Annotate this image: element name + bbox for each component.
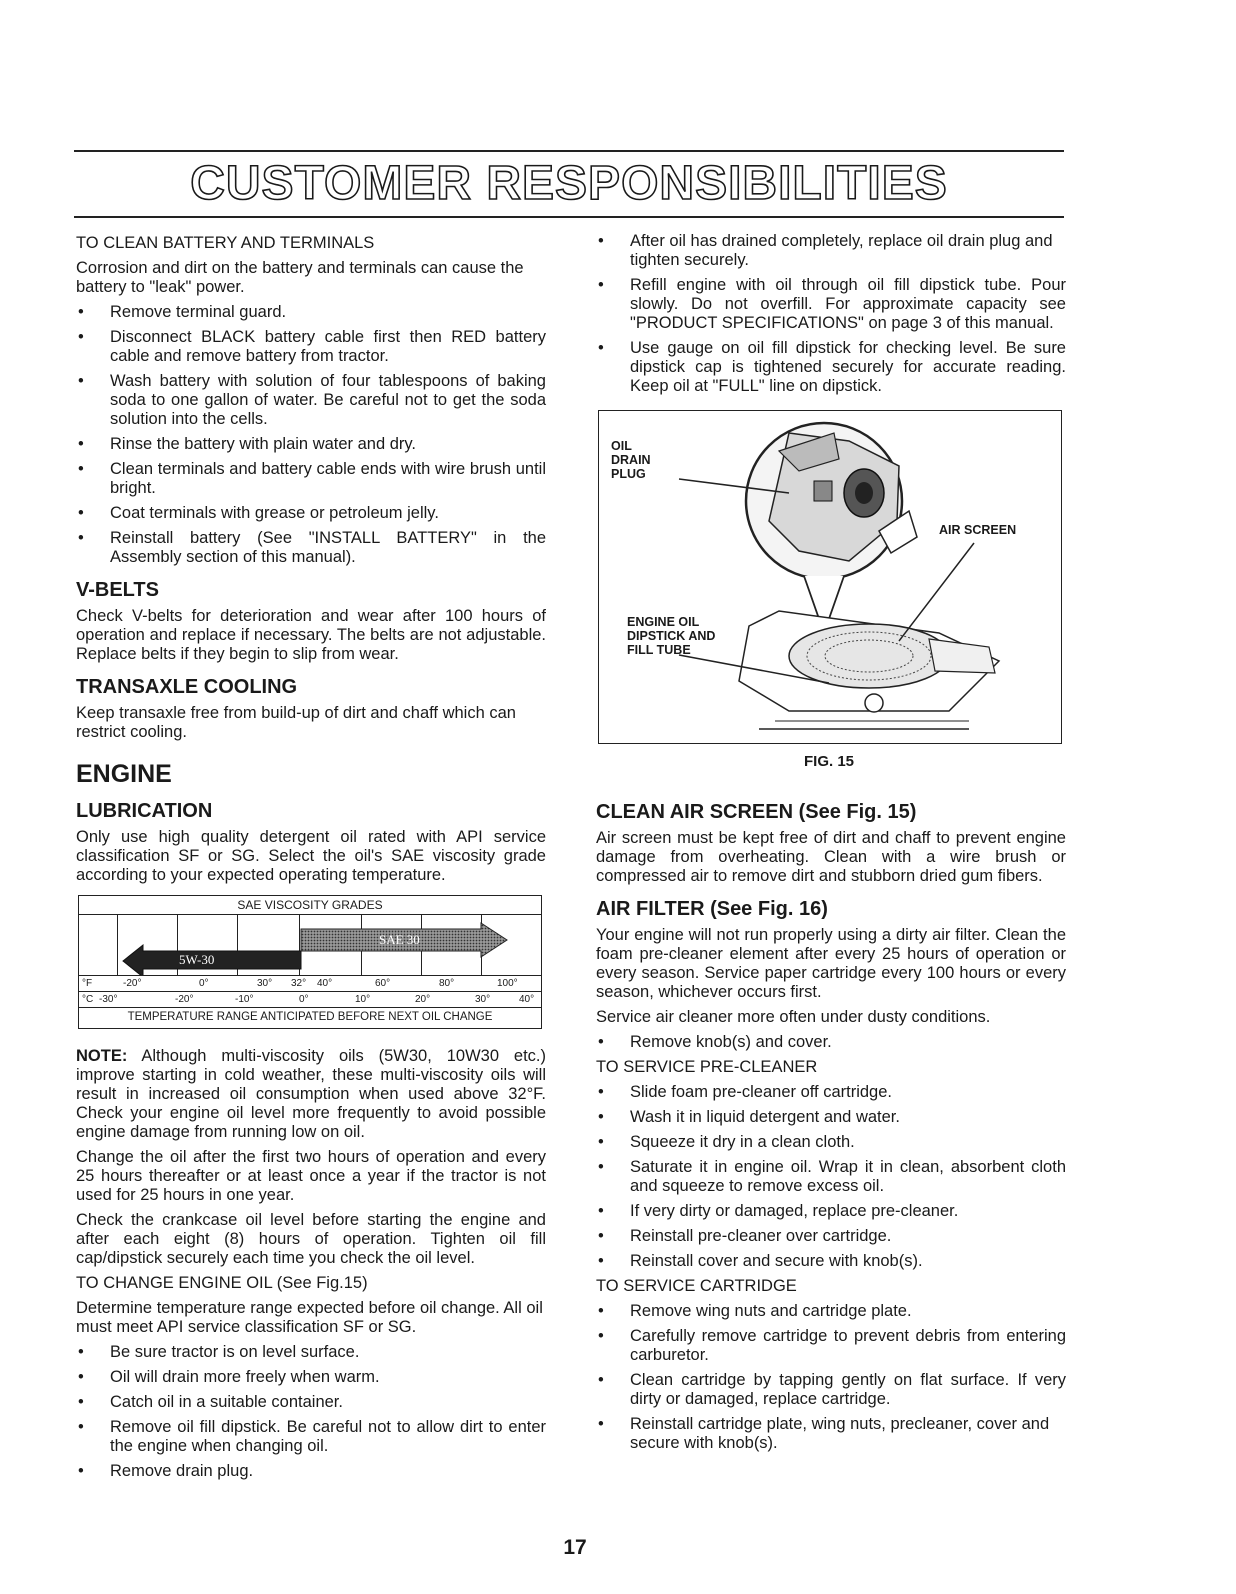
- label-line: ENGINE OIL: [627, 615, 700, 629]
- sae-viscosity-chart: [78, 895, 542, 1029]
- list-item: • Saturate it in engine oil. Wrap it in clean, absorbent cloth and squeeze to remove excess oil.: [596, 1158, 1066, 1196]
- check-oil-text: Check the crankcase oil level before starting the engine and after each eight (8) hours of operation. Tighten oil fill cap/dipstick securely each time you check the oil level.: [76, 1211, 546, 1267]
- list-item: • Carefully remove cartridge to prevent debris from entering carburetor.: [596, 1327, 1066, 1365]
- lubrication-text: Only use high quality detergent oil rated with API service classification SF or SG. Select the oil's SAE viscosity grade according to your expected operating temperature.: [76, 828, 546, 884]
- air-filter-heading: AIR FILTER (See Fig. 16): [596, 898, 828, 920]
- air-screen-heading: CLEAN AIR SCREEN (See Fig. 15): [596, 801, 917, 823]
- drain-steps: [596, 232, 1066, 396]
- lubrication-heading: LUBRICATION: [76, 800, 213, 822]
- c-unit: °C: [82, 994, 94, 1005]
- figure-15: [598, 410, 1062, 744]
- note-label: NOTE:: [76, 1047, 128, 1065]
- right-column: [596, 232, 1066, 1459]
- precleaner-heading: TO SERVICE PRE-CLEANER: [596, 1058, 818, 1076]
- list-item: • Squeeze it dry in a clean cloth.: [596, 1133, 1066, 1152]
- air-screen-text: Air screen must be kept free of dirt and chaff to prevent engine damage from overheating. Clean with a wire brush or compressed air to remove dirt and stubborn dried gum fibers.: [596, 829, 1066, 885]
- title-rule-bottom: [74, 216, 1064, 218]
- precleaner-steps: [596, 1083, 1066, 1271]
- cartridge-heading: TO SERVICE CARTRIDGE: [596, 1277, 797, 1295]
- label-line: DIPSTICK AND: [627, 629, 716, 643]
- list-item: • Remove wing nuts and cartridge plate.: [596, 1302, 1066, 1321]
- list-item: • Clean cartridge by tapping gently on flat surface. If very dirty or damaged, replace cartridge.: [596, 1371, 1066, 1409]
- transaxle-text: Keep transaxle free from build-up of dirt and chaff which can restrict cooling.: [76, 704, 516, 741]
- c-tick: 20°: [415, 994, 431, 1005]
- list-item: • Wash battery with solution of four tablespoons of baking soda to one gallon of water. Be careful not to get the soda solution into the cells.: [76, 372, 546, 429]
- transaxle-heading: TRANSAXLE COOLING: [76, 676, 298, 698]
- chart-footer: TEMPERATURE RANGE ANTICIPATED BEFORE NEXT OIL CHANGE: [127, 1011, 493, 1023]
- list-item: • Refill engine with oil through oil fill dipstick tube. Pour slowly. Do not overfill. For approximate capacity see "PRODUCT SPECIFICATIONS" on page 3 of this manual.: [596, 276, 1066, 333]
- battery-heading: TO CLEAN BATTERY AND TERMINALS: [76, 234, 375, 252]
- list-item: • Coat terminals with grease or petroleum jelly.: [76, 504, 546, 523]
- label-line: OIL: [611, 439, 632, 453]
- change-oil-steps: [76, 1343, 546, 1481]
- c-tick: -20°: [175, 994, 194, 1005]
- f-tick: -20°: [123, 978, 142, 989]
- page-number: 17: [563, 1536, 587, 1559]
- label-line: DRAIN: [611, 453, 651, 467]
- list-item: • Reinstall cartridge plate, wing nuts, precleaner, cover and secure with knob(s).: [596, 1415, 1066, 1453]
- list-item: • Reinstall pre-cleaner over cartridge.: [596, 1227, 1066, 1246]
- list-item: • Use gauge on oil fill dipstick for checking level. Be sure dipstick cap is tightened securely for accurate reading. Keep oil at "FULL" line on dipstick.: [596, 339, 1066, 396]
- c-tick: 0°: [299, 994, 309, 1005]
- f-tick: 0°: [199, 978, 209, 989]
- dipstick-label: [627, 615, 715, 657]
- f-tick: 60°: [375, 978, 391, 989]
- list-item: • After oil has drained completely, replace oil drain plug and tighten securely.: [596, 232, 1066, 270]
- oil-drain-plug-label: [611, 439, 651, 481]
- c-tick: 40°: [519, 994, 535, 1005]
- list-item: • Remove knob(s) and cover.: [596, 1033, 1066, 1052]
- f-tick: 100°: [497, 978, 518, 989]
- battery-steps: [76, 303, 546, 567]
- list-item: • Remove terminal guard.: [76, 303, 546, 322]
- list-item: • Disconnect BLACK battery cable first then RED battery cable and remove battery from tractor.: [76, 328, 546, 366]
- f-tick: 30°: [257, 978, 273, 989]
- c-tick: -30°: [99, 994, 118, 1005]
- air-screen-label: AIR SCREEN: [939, 523, 1017, 537]
- list-item: • Oil will drain more freely when warm.: [76, 1368, 546, 1387]
- battery-intro: Corrosion and dirt on the battery and terminals can cause the battery to "leak" power.: [76, 259, 524, 296]
- vbelts-text: Check V-belts for deterioration and wear after 100 hours of operation and replace if necessary. The belts are not adjustable. Replace belts if they begin to slip from wear.: [76, 607, 546, 663]
- vbelts-heading: V-BELTS: [76, 579, 159, 601]
- determine-text: Determine temperature range expected before oil change. All oil must meet API service classification SF or SG.: [76, 1299, 543, 1336]
- sae30-label: SAE 30: [379, 932, 420, 947]
- engine-illustration: [599, 411, 1061, 743]
- f-tick: 32°: [291, 978, 307, 989]
- chart-title: SAE VISCOSITY GRADES: [79, 896, 541, 915]
- f-tick: 40°: [317, 978, 333, 989]
- list-item: • Catch oil in a suitable container.: [76, 1393, 546, 1412]
- fahrenheit-row: [79, 976, 541, 992]
- fig15-caption: FIG. 15: [803, 753, 855, 770]
- c-tick: 10°: [355, 994, 371, 1005]
- list-item: • Clean terminals and battery cable ends with wire brush until bright.: [76, 460, 546, 498]
- left-column: [76, 234, 546, 1487]
- list-item: • Reinstall cover and secure with knob(s).: [596, 1252, 1066, 1271]
- list-item: • Slide foam pre-cleaner off cartridge.: [596, 1083, 1066, 1102]
- service-more-text: Service air cleaner more often under dusty conditions.: [596, 1008, 991, 1026]
- viscosity-bands: [79, 915, 541, 975]
- list-item: • Wash it in liquid detergent and water.: [596, 1108, 1066, 1127]
- 5w30-label: 5W-30: [179, 952, 215, 967]
- list-item: • If very dirty or damaged, replace pre-cleaner.: [596, 1202, 1066, 1221]
- title-rule-top: [74, 150, 1064, 152]
- air-filter-text: Your engine will not run properly using a dirty air filter. Clean the foam pre-cleaner element after every 25 hours of operation or every season. Service paper cartridge every 100 hours or every season, whichever occurs first.: [596, 926, 1066, 1001]
- list-item: • Remove oil fill dipstick. Be careful not to allow dirt to enter the engine when changing oil.: [76, 1418, 546, 1456]
- c-tick: -10°: [235, 994, 254, 1005]
- list-item: • Reinstall battery (See "INSTALL BATTERY" in the Assembly section of this manual).: [76, 529, 546, 567]
- note-paragraph: [76, 1047, 546, 1142]
- list-item: • Be sure tractor is on level surface.: [76, 1343, 546, 1362]
- note-text: Although multi-viscosity oils (5W30, 10W30 etc.) improve starting in cold weather, these multi-viscosity oils will result in increased oil consumption when used above 32°F. Check your engine oil level more frequently to avoid possible engine damage from running low on oil.: [76, 1047, 546, 1141]
- change-oil-text: Change the oil after the first two hours of operation and every 25 hours thereafter or at least once a year if the tractor is not used for 25 hours in one year.: [76, 1148, 546, 1204]
- cartridge-steps: [596, 1302, 1066, 1453]
- change-oil-heading: TO CHANGE ENGINE OIL (See Fig.15): [76, 1274, 368, 1292]
- chart-grid: [79, 915, 541, 976]
- c-tick: 30°: [475, 994, 491, 1005]
- label-line: PLUG: [611, 467, 646, 481]
- f-tick: 80°: [439, 978, 455, 989]
- label-line: FILL TUBE: [627, 643, 691, 657]
- page-title: CUSTOMER RESPONSIBILITIES: [190, 157, 948, 210]
- remove-knob-steps: [596, 1033, 1066, 1052]
- f-unit: °F: [82, 978, 93, 989]
- engine-heading: ENGINE: [76, 760, 172, 788]
- list-item: • Rinse the battery with plain water and dry.: [76, 435, 546, 454]
- celsius-row: [79, 992, 541, 1008]
- list-item: • Remove drain plug.: [76, 1462, 546, 1481]
